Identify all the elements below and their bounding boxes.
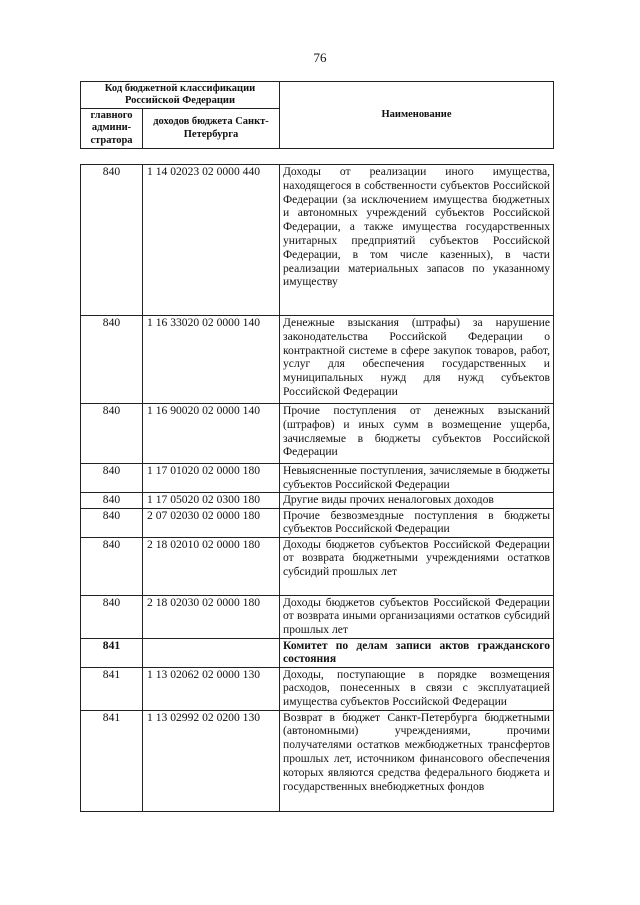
name-cell: Денежные взыскания (штрафы) за нарушение законодательства Российской Федерации о контрактной системе в сфере закупок товаров, работ, услуг для обеспечения государственных и муниципальных нужд для нужд субъектов Российской Федерации: [280, 316, 554, 404]
name-cell: Невыясненные поступления, зачисляемые в бюджеты субъектов Российской Федерации: [280, 464, 554, 493]
table-row: [81, 595, 554, 638]
admin-column-header: главного админи-стратора: [81, 109, 143, 149]
income-column-header: доходов бюджета Санкт-Петербурга: [143, 109, 280, 149]
admin-code-cell: 841: [81, 638, 143, 667]
name-cell: Прочие поступления от денежных взысканий (штрафов) и иных сумм в возмещение ущерба, зачисляемые в бюджеты субъектов Российской Федерации: [280, 404, 554, 464]
admin-code-cell: 841: [81, 667, 143, 710]
name-cell: Другие виды прочих неналоговых доходов: [280, 492, 554, 508]
income-code-cell: [143, 638, 280, 667]
income-code-cell: 1 14 02023 02 0000 440: [143, 165, 280, 316]
name-cell: Доходы от реализации иного имущества, находящегося в собственности субъектов Российской Федерации (за исключением имущества бюджетных и автономных учреждений субъектов Российской Федерации, а также имущества государственных унитарных предприятий субъектов Российской Федерации, в том числе казенных), в части реализации материальных запасов по указанному имуществу: [280, 165, 554, 316]
table-header: [80, 81, 554, 149]
name-cell: Доходы бюджетов субъектов Российской Федерации от возврата бюджетными учреждениями остатков субсидий прошлых лет: [280, 537, 554, 595]
table-row: [81, 710, 554, 811]
admin-code-cell: 841: [81, 710, 143, 811]
table-row: [81, 508, 554, 537]
admin-code-cell: 840: [81, 508, 143, 537]
name-cell: Доходы, поступающие в порядке возмещения расходов, понесенных в связи с эксплуатацией имущества субъектов Российской Федерации: [280, 667, 554, 710]
admin-code-cell: 840: [81, 464, 143, 493]
income-code-cell: 2 07 02030 02 0000 180: [143, 508, 280, 537]
table-row: [81, 537, 554, 595]
table-row: [81, 492, 554, 508]
income-code-cell: 1 17 05020 02 0300 180: [143, 492, 280, 508]
income-code-cell: 1 13 02992 02 0200 130: [143, 710, 280, 811]
income-code-cell: 1 13 02062 02 0000 130: [143, 667, 280, 710]
page-number: 76: [313, 50, 327, 65]
budget-codes-table: [80, 164, 554, 812]
income-code-cell: 1 16 90020 02 0000 140: [143, 404, 280, 464]
admin-code-cell: 840: [81, 316, 143, 404]
name-cell: Возврат в бюджет Санкт-Петербурга бюджетными (автономными) учреждениями, прочими получателями остатков межбюджетных трансфертов прошлых лет, источником финансового обеспечения которых являются средства федерального бюджета и государственных внебюджетных фондов: [280, 710, 554, 811]
table-row: [81, 316, 554, 404]
admin-code-cell: 840: [81, 165, 143, 316]
table-row: [81, 464, 554, 493]
income-code-cell: 1 16 33020 02 0000 140: [143, 316, 280, 404]
income-code-cell: 2 18 02030 02 0000 180: [143, 595, 280, 638]
table-row-section-heading: [81, 638, 554, 667]
table-row: [81, 667, 554, 710]
admin-code-cell: 840: [81, 492, 143, 508]
income-code-cell: 1 17 01020 02 0000 180: [143, 464, 280, 493]
admin-code-cell: 840: [81, 404, 143, 464]
name-cell: Прочие безвозмездные поступления в бюджеты субъектов Российской Федерации: [280, 508, 554, 537]
table-row: [81, 404, 554, 464]
table-row: [81, 165, 554, 316]
income-code-cell: 2 18 02010 02 0000 180: [143, 537, 280, 595]
code-group-header: Код бюджетной классификации Российской Федерации: [81, 82, 280, 109]
admin-code-cell: 840: [81, 595, 143, 638]
name-cell: Доходы бюджетов субъектов Российской Федерации от возврата иными организациями остатков субсидий прошлых лет: [280, 595, 554, 638]
admin-code-cell: 840: [81, 537, 143, 595]
name-column-header: Наименование: [280, 82, 554, 149]
section-title-cell: Комитет по делам записи актов гражданского состояния: [280, 638, 554, 667]
